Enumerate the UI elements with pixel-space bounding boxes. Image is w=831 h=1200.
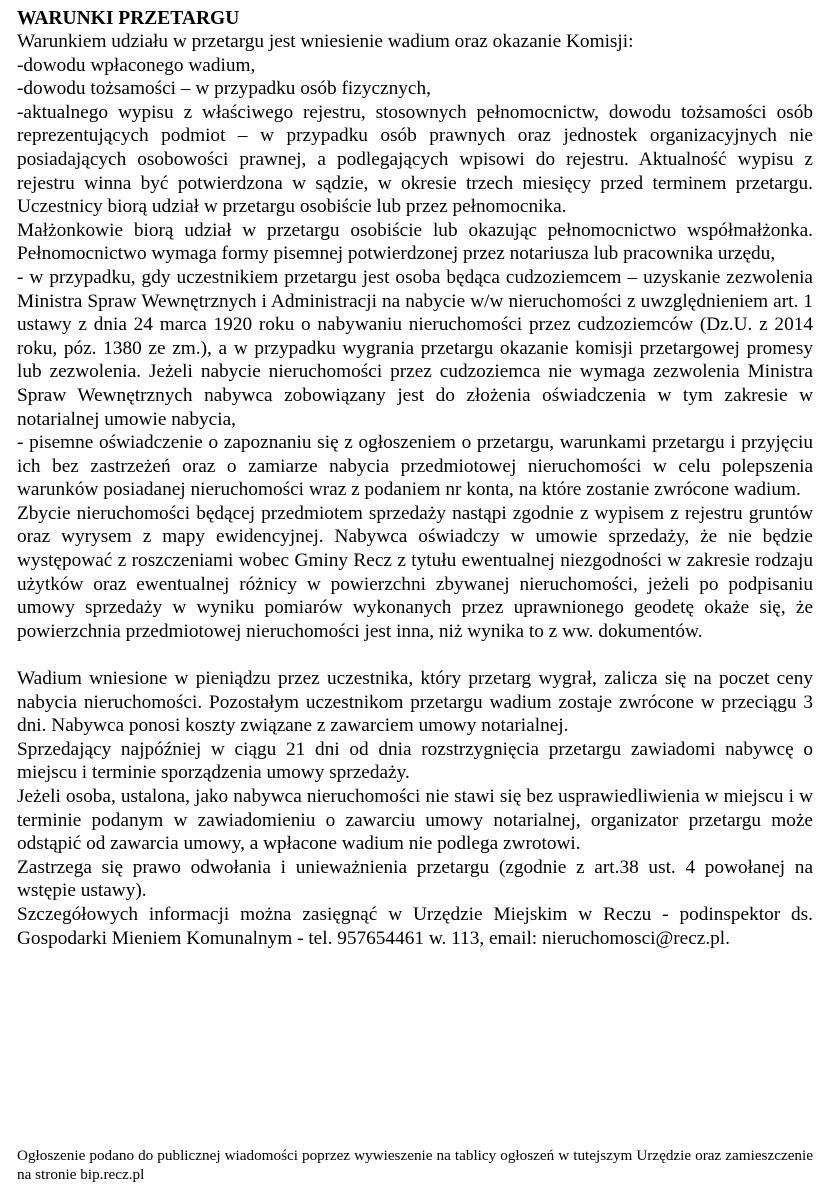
document-title: WARUNKI PRZETARGU	[17, 8, 240, 29]
paragraph-right-to-cancel: Zastrzega się prawo odwołania i unieważnienia przetargu (zgodnie z art.38 ust. 4 powołanej na wstępie ustawy).	[17, 856, 813, 902]
footer-note: Ogłoszenie podano do publicznej wiadomości poprzez wywieszenie na tablicy ogłoszeń w tutejszym Urzędzie oraz zamieszczenie na stronie bip.recz.pl	[17, 1147, 813, 1183]
paragraph-deposit-settlement: Wadium wniesione w pieniądzu przez uczestnika, który przetarg wygrał, zalicza się na poczet ceny nabycia nieruchomości. Pozostałym uczestnikom przetargu wadium zostaje zwrócone w przeciągu 3 dni. Nabywca ponosi koszty związane z zawarciem umowy notarialnej.	[17, 668, 813, 737]
deposit-section	[17, 667, 813, 950]
conditions-section	[17, 30, 813, 643]
paragraph-identity-proof: -dowodu tożsamości – w przypadku osób fizycznych,	[17, 78, 431, 100]
paragraph-spouses: Małżonkowie biorą udział w przetargu osobiście lub okazując pełnomocnictwo współmałżonka. Pełnomocnictwo wymaga formy pisemnej potwierdzonej przez notariusza lub pracownika urzędu,	[17, 219, 813, 265]
paragraph-spacer	[17, 643, 813, 667]
paragraph-notification: Sprzedający najpóźniej w ciągu 21 dni od dnia rozstrzygnięcia przetargu zawiadomi nabywcę o miejscu i terminie sporządzenia umowy sprzedaży.	[17, 738, 813, 784]
paragraph-property-sale: Zbycie nieruchomości będącej przedmiotem sprzedaży nastąpi zgodnie z wypisem z rejestru gruntów oraz wyrysem z mapy ewidencyjnej. Nabywca oświadczy w umowie sprzedaży, że nie będzie występować z roszczeniami wobec Gminy Recz z tytułu ewentualnej niezgodności w zakresie rodzaju użytków oraz ewentualnej różnicy w powierzchni zbywanej nieruchomości, jeżeli po podpisaniu umowy sprzedaży w wyniku pomiarów wykonanych przez uprawnionego geodetę okaże się, że powierzchnia przedmiotowej nieruchomości jest inna, niż wynika to z ww. dokumentów.	[17, 502, 813, 642]
paragraph-proof-of-deposit: -dowodu wpłaconego wadium,	[17, 54, 256, 76]
paragraph-foreigners: - w przypadku, gdy uczestnikiem przetargu jest osoba będąca cudzoziemcem – uzyskanie zezwolenia Ministra Spraw Wewnętrznych i Administracji na nabycie w/w nieruchomości z uwzględnieniem art. 1 ustawy z dnia 24 marca 1920 roku o nabywaniu nieruchomości przez cudzoziemców (Dz.U. z 2014 roku, póz. 1380 ze zm.), a w przypadku wygrania przetargu okazanie komisji przetargowej promesy lub zezwolenia. Jeżeli nabycie nieruchomości przez cudzoziemca nie wymaga zezwolenia Ministra Spraw Wewnętrznych nabywca zobowiązany jest do złożenia oświadczenia w tym zakresie w notarialnej umowie nabycia,	[17, 266, 813, 430]
paragraph-written-statement: - pisemne oświadczenie o zapoznaniu się z ogłoszeniem o przetargu, warunkami przetargu i przyjęciu ich bez zastrzeżeń oraz o zamiarze nabycia przedmiotowej nieruchomości w celu polepszenia warunków posiadanej nieruchomości wraz z podaniem nr konta, na które zostanie zwrócone wadium.	[17, 432, 813, 501]
paragraph-failure-to-appear: Jeżeli osoba, ustalona, jako nabywca nieruchomości nie stawi się bez usprawiedliwienia w miejscu i w terminie podanym w zawiadomieniu o zawarciu umowy notarialnej, organizator przetargu może odstąpić od zawarcia umowy, a wpłacone wadium nie podlega zwrotowi.	[17, 786, 813, 855]
paragraph-register-extract: -aktualnego wypisu z właściwego rejestru, stosownych pełnomocnictw, dowodu tożsamości osób reprezentujących podmiot – w przypadku osób prawnych oraz jednostek organizacyjnych nie posiadających osobowości prawnej, a podlegających wpisowi do rejestru. Aktualność wypisu z rejestru winna być potwierdzona w sądzie, w okresie trzech miesięcy przed terminem przetargu. Uczestnicy biorą udział w przetargu osobiście lub przez pełnomocnika.	[17, 101, 813, 218]
paragraph-participation-requirement: Warunkiem udziału w przetargu jest wniesienie wadium oraz okazanie Komisji:	[17, 31, 634, 52]
paragraph-contact-info: Szczegółowych informacji można zasięgnąć w Urzędzie Miejskim w Reczu - podinspektor ds. Gospodarki Mieniem Komunalnym - tel. 957654461 w. 113, email: nieruchomosci@recz.pl.	[17, 903, 813, 949]
document-page	[17, 8, 813, 950]
